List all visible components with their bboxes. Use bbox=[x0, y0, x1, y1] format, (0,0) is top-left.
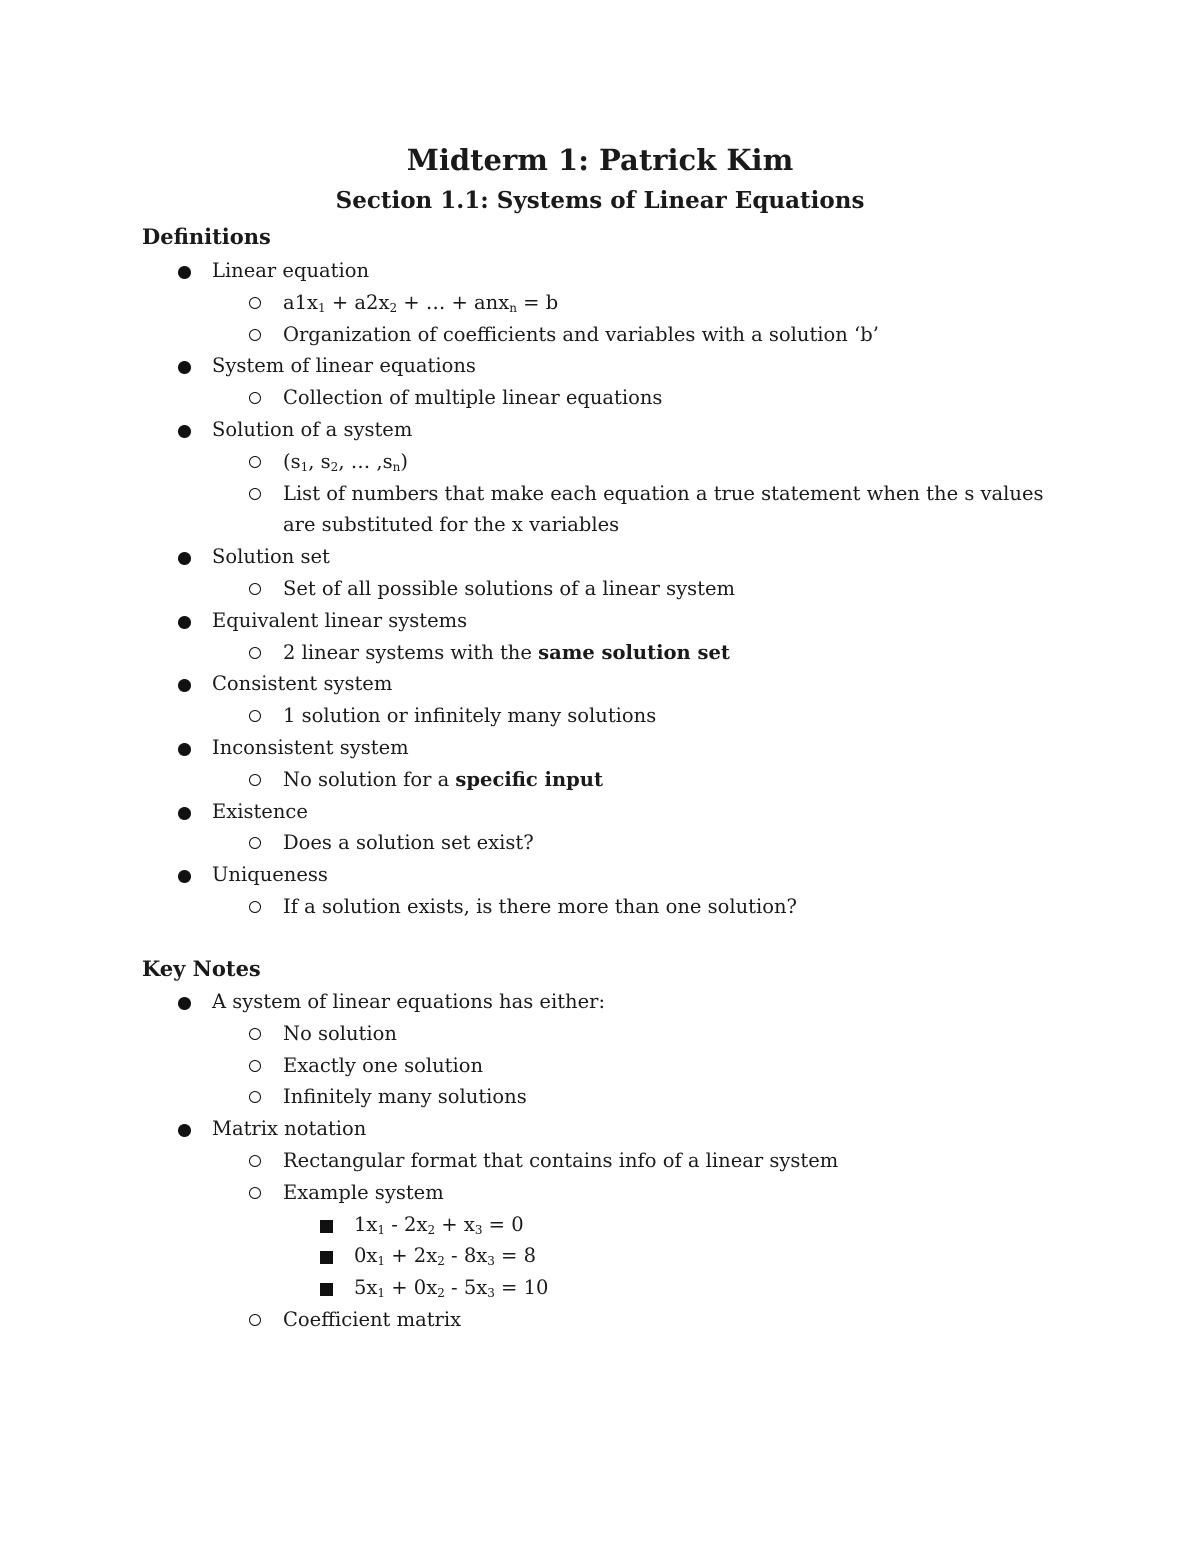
list-item bbox=[0, 1272, 1200, 1304]
term-system: System of linear equations bbox=[212, 354, 476, 378]
list-item bbox=[0, 700, 1200, 732]
list-item bbox=[0, 255, 1200, 287]
inconsistent-description-emphasis: specific input bbox=[455, 767, 603, 791]
filled-circle-bullet-icon bbox=[178, 616, 191, 629]
filled-circle-bullet-icon bbox=[178, 552, 191, 565]
list-item bbox=[0, 1050, 1200, 1082]
hollow-circle-bullet-icon bbox=[249, 1155, 261, 1167]
filled-circle-bullet-icon bbox=[178, 743, 191, 756]
term-uniqueness: Uniqueness bbox=[212, 863, 328, 887]
hollow-circle-bullet-icon bbox=[249, 710, 261, 722]
hollow-circle-bullet-icon bbox=[249, 583, 261, 595]
hollow-circle-bullet-icon bbox=[249, 329, 261, 341]
term-linear-equation: Linear equation bbox=[212, 259, 370, 282]
list-item bbox=[0, 1177, 1200, 1209]
list-item bbox=[0, 541, 1200, 573]
equation-3: $5x_1 + 0x_2 - 5x_3 = 10$ bbox=[354, 1276, 549, 1301]
term-consistent: Consistent system bbox=[212, 672, 393, 696]
example-system-label: Example system bbox=[283, 1180, 444, 1204]
list-item bbox=[0, 573, 1200, 605]
list-item bbox=[0, 764, 1200, 796]
list-item bbox=[0, 1240, 1200, 1272]
list-item bbox=[0, 605, 1200, 637]
uniqueness-description: If a solution exists, is there more than one solution? bbox=[283, 894, 797, 918]
option-no-solution: No solution bbox=[283, 1021, 397, 1045]
system-description: Collection of multiple linear equations bbox=[283, 386, 663, 410]
list-item bbox=[0, 350, 1200, 382]
list-item bbox=[0, 732, 1200, 764]
equivalent-description-text: 2 linear systems with the bbox=[283, 640, 539, 664]
inconsistent-description bbox=[283, 768, 603, 791]
key-notes-heading: Key Notes bbox=[142, 956, 261, 981]
hollow-circle-bullet-icon bbox=[249, 456, 261, 468]
square-bullet-icon bbox=[320, 1251, 333, 1264]
consistent-description: 1 solution or infinitely many solutions bbox=[283, 704, 657, 728]
equivalent-description-emphasis: same solution set bbox=[538, 640, 730, 664]
solution-set-description: Set of all possible solutions of a linear system bbox=[283, 576, 736, 600]
filled-circle-bullet-icon bbox=[178, 425, 191, 438]
option-infinite-solutions: Infinitely many solutions bbox=[283, 1085, 527, 1109]
hollow-circle-bullet-icon bbox=[249, 1060, 261, 1072]
list-item bbox=[0, 796, 1200, 828]
solution-of-system-description: List of numbers that make each equation a true statement when the s values are substituted for the x variables bbox=[283, 481, 1044, 537]
equation-1: $1x_1 - 2x_2 + x_3 = 0$ bbox=[354, 1212, 524, 1237]
list-item bbox=[0, 1304, 1200, 1336]
hollow-circle-bullet-icon bbox=[249, 837, 261, 849]
list-item bbox=[0, 891, 1200, 923]
term-equivalent: Equivalent linear systems bbox=[212, 608, 468, 632]
filled-circle-bullet-icon bbox=[178, 266, 191, 279]
hollow-circle-bullet-icon bbox=[249, 901, 261, 913]
linear-equation-formula: $a1x_1 + a2x_2$ + … + anx$_n$ = b bbox=[283, 290, 559, 315]
term-existence: Existence bbox=[212, 799, 308, 823]
list-item bbox=[0, 1081, 1200, 1113]
definitions-list bbox=[0, 255, 1200, 923]
hollow-circle-bullet-icon bbox=[249, 647, 261, 659]
list-item bbox=[0, 668, 1200, 700]
list-item bbox=[0, 986, 1200, 1018]
filled-circle-bullet-icon bbox=[178, 807, 191, 820]
list-item bbox=[0, 414, 1200, 446]
list-item bbox=[0, 478, 1200, 542]
term-inconsistent: Inconsistent system bbox=[212, 735, 409, 759]
filled-circle-bullet-icon bbox=[178, 997, 191, 1010]
list-item bbox=[0, 637, 1200, 669]
matrix-notation-term: Matrix notation bbox=[212, 1117, 367, 1141]
list-item bbox=[0, 859, 1200, 891]
solution-tuple: ($s_1$, $s_2$, … $,s_n$) bbox=[283, 449, 408, 474]
square-bullet-icon bbox=[320, 1220, 333, 1233]
list-item bbox=[0, 446, 1200, 478]
inconsistent-description-text: No solution for a bbox=[283, 767, 456, 791]
filled-circle-bullet-icon bbox=[178, 679, 191, 692]
hollow-circle-bullet-icon bbox=[249, 392, 261, 404]
list-item bbox=[0, 319, 1200, 351]
hollow-circle-bullet-icon bbox=[249, 1091, 261, 1103]
filled-circle-bullet-icon bbox=[178, 1124, 191, 1137]
list-item bbox=[0, 827, 1200, 859]
hollow-circle-bullet-icon bbox=[249, 1314, 261, 1326]
term-solution-set: Solution set bbox=[212, 545, 330, 569]
equation-2: $0x_1 + 2x_2 - 8x_3 = 8$ bbox=[354, 1244, 537, 1269]
square-bullet-icon bbox=[320, 1283, 333, 1296]
filled-circle-bullet-icon bbox=[178, 361, 191, 374]
option-one-solution: Exactly one solution bbox=[283, 1053, 484, 1077]
list-item bbox=[0, 1209, 1200, 1241]
system-has-text: A system of linear equations has either: bbox=[212, 990, 606, 1013]
hollow-circle-bullet-icon bbox=[249, 488, 261, 500]
filled-circle-bullet-icon bbox=[178, 870, 191, 883]
list-item bbox=[0, 382, 1200, 414]
hollow-circle-bullet-icon bbox=[249, 1028, 261, 1040]
definitions-heading: Definitions bbox=[142, 224, 271, 249]
list-item bbox=[0, 287, 1200, 319]
hollow-circle-bullet-icon bbox=[249, 1187, 261, 1199]
hollow-circle-bullet-icon bbox=[249, 297, 261, 309]
matrix-notation-description: Rectangular format that contains info of a linear system bbox=[283, 1148, 839, 1172]
term-solution-of-system: Solution of a system bbox=[212, 417, 413, 441]
list-item bbox=[0, 1018, 1200, 1050]
list-item bbox=[0, 1113, 1200, 1145]
key-notes-list bbox=[0, 986, 1200, 1336]
linear-equation-description: Organization of coefficients and variables with a solution ‘b’ bbox=[283, 322, 879, 346]
coefficient-matrix-label: Coefficient matrix bbox=[283, 1307, 462, 1331]
section-title: Section 1.1: Systems of Linear Equations bbox=[335, 187, 865, 214]
hollow-circle-bullet-icon bbox=[249, 774, 261, 786]
page-title: Midterm 1: Patrick Kim bbox=[406, 143, 794, 177]
equivalent-description bbox=[283, 641, 730, 664]
existence-description: Does a solution set exist? bbox=[283, 831, 534, 855]
list-item bbox=[0, 1145, 1200, 1177]
